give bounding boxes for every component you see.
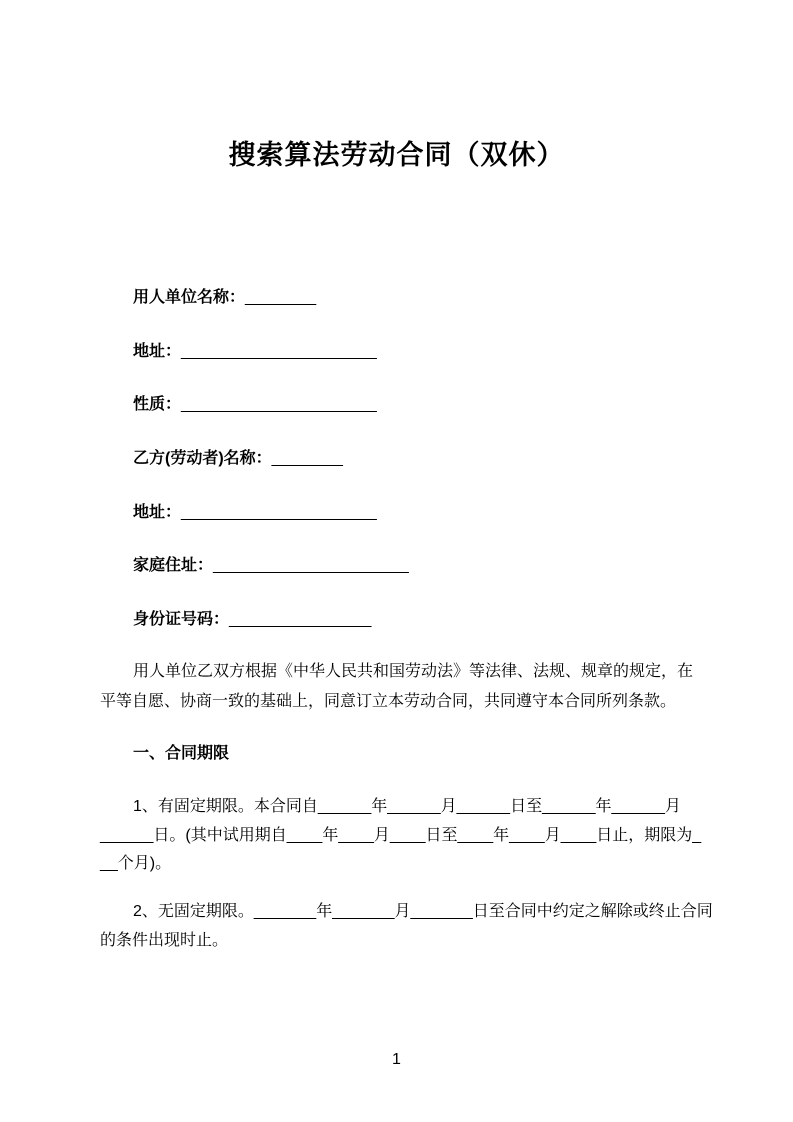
field-label: 地址： xyxy=(133,503,182,521)
paragraph-line: 平等自愿、协商一致的基础上，同意订立本劳动合同，共同遵守本合同所列条款。 xyxy=(100,693,677,710)
section-heading-contract-term: 一、合同期限 xyxy=(133,745,230,762)
field-employer-nature xyxy=(100,395,700,449)
paragraph-line: 1、有固定期限。本合同自______年______月______日至______年______月 xyxy=(133,798,681,815)
field-employee-address xyxy=(100,503,700,557)
field-label: 身份证号码： xyxy=(133,611,230,629)
field-blank-line: ______________________ xyxy=(213,557,409,575)
field-label: 乙方(劳动者)名称： xyxy=(133,450,272,468)
field-employer-name xyxy=(100,288,700,342)
field-employer-address xyxy=(100,342,700,396)
paragraph-line: 2、无固定期限。_______年_______月_______日至合同中约定之解除或终止合同 xyxy=(133,903,713,920)
field-id-number xyxy=(100,610,700,664)
field-blank-line: ______________________ xyxy=(181,396,377,414)
clause-fixed-term-paragraph xyxy=(100,793,700,879)
intro-paragraph xyxy=(100,657,700,717)
paragraph-line: __个月)。 xyxy=(100,855,172,872)
paragraph-line: 用人单位乙双方根据《中华人民共和国劳动法》等法律、法规、规章的规定，在 xyxy=(133,663,694,680)
field-label: 家庭住址： xyxy=(133,557,214,575)
field-blank-line: ________________ xyxy=(229,611,372,629)
field-employee-name xyxy=(100,449,700,503)
party-info-fields xyxy=(100,288,700,664)
field-blank-line: ______________________ xyxy=(181,342,377,360)
paragraph-line: ______日。(其中试用期自____年____月____日至____年____月____日止，期限为_ xyxy=(100,826,702,844)
field-blank-line: ________ xyxy=(271,450,343,468)
field-label: 性质： xyxy=(133,396,182,414)
field-label: 用人单位名称： xyxy=(133,289,246,306)
clause-open-term-paragraph xyxy=(100,898,713,955)
field-blank-line: ________ xyxy=(245,289,317,306)
paragraph-line: 的条件出现时止。 xyxy=(100,931,229,949)
field-home-address xyxy=(100,556,700,610)
field-label: 地址： xyxy=(133,342,182,360)
page-number: 1 xyxy=(392,1051,401,1068)
document-title: 搜索算法劳动合同（双休） xyxy=(228,140,565,170)
field-blank-line: ______________________ xyxy=(181,503,377,521)
